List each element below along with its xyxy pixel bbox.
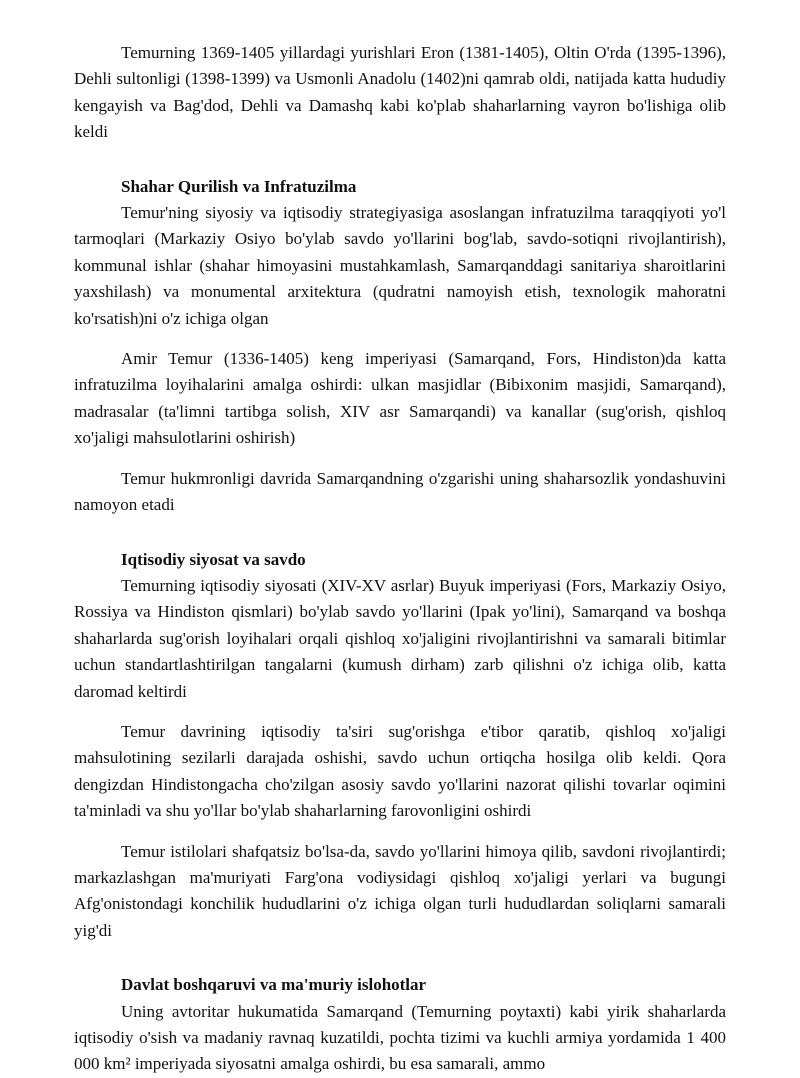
paragraph-campaigns: Temurning 1369-1405 yillardagi yurishlari Eron (1381-1405), Oltin O'rda (1395-1396), Dehli sultonligi (1398-1399) va Usmonli Anadolu (1402)ni qamrab oldi, natijada katta hududiy kengayish va Bag'dod, Dehli va Damashq kabi ko'plab shaharlarning vayron bo'lishiga olib keldi [74,43,726,142]
heading-economic-policy: Iqtisodiy siyosat va savdo [121,549,306,569]
paragraph-samarkand-transformation: Temur hukmronligi davrida Samarqandning o'zgarishi uning shaharsozlik yondashuvini namoyon etadi [74,468,726,515]
spacer [74,146,726,174]
paragraph-economic-impact: Temur davrining iqtisodiy ta'siri sug'orishga e'tibor qaratib, qishloq xo'jaligi mahsulotining sezilarli darajada oshishi, savdo uchun ortiqcha hosilga olib keldi. Qora dengizdan Hindistongacha cho'zilgan asosiy savdo yo'llarini nazorat qilishi tovarlar oqimini ta'minladi va shu yo'llar bo'ylab shaharlarning farovonligini oshirdi [74,721,726,821]
paragraph-trade-protection: Temur istilolari shafqatsiz bo'lsa-da, savdo yo'llarini himoya qilib, savdoni rivojlantirdi; markazlashgan ma'muriyati Farg'ona vodiysidagi qishloq xo'jaligi yerlari va bugungi Afg'onistondagi konchilik hududlarini o'z ichiga olgan turli hududlardan soliqlarni samarali yig'di [74,841,726,940]
paragraph-infrastructure-projects: Amir Temur (1336-1405) keng imperiyasi (Samarqand, Fors, Hindiston)da katta infratuzilma loyihalarini amalga oshirdi: ulkan masjidlar (Bibixonim masjidi, Samarqand), madrasalar (ta'limni tartibga solish, XIV asr Samarqandi) va kanallar (sug'orish, qishloq xo'jaligi mahsulotlarini oshirish) [74,349,726,448]
spacer [74,944,726,972]
paragraph-governance: Uning avtoritar hukumatida Samarqand (Temurning poytaxti) kabi yirik shaharlarda iqtisodiy o'sish va madaniy ravnaq kuzatildi, pochta tizimi va kuchli armiya yordamida 1 400 000 km² imperiyada siyosatni amalga oshirdi, bu esa samarali, ammo [74,1001,726,1074]
heading-governance: Davlat boshqaruvi va ma'muriy islohotlar [121,975,427,995]
spacer [74,705,726,719]
spacer [74,519,726,547]
spacer [74,452,726,466]
spacer [74,825,726,839]
document-page [74,40,726,1078]
paragraph-infrastructure-strategy: Temur'ning siyosiy va iqtisodiy strategiyasiga asoslangan infratuzilma taraqqiyoti yo'l tarmoqlari (Markaziy Osiyo bo'ylab savdo yo'llarini bog'lab, savdo-sotiqni rivojlantirish), kommunal ishlar (shahar himoyasini mustahkamlash, Samarqanddagi sanitariya sharoitlarini yaxshilash) va monumental arxitektura (qudratni namoyish etish, texnologik mahoratni ko'rsatish)ni o'z ichiga olgan [74,203,726,328]
paragraph-economic-policy: Temurning iqtisodiy siyosati (XIV-XV asrlar) Buyuk imperiyasi (Fors, Markaziy Osiyo, Rossiya va Hindiston qismlari) bo'ylab savdo yo'llarini (Ipak yo'lini), Samarqand va boshqa shaharlarda sug'orish loyihalari orqali qishloq xo'jaligini rivojlantirishni va samarali bitimlar uchun standartlashtirilgan tangalarni (kumush dirham) zarb qilishni o'z ichiga olib, katta daromad keltirdi [74,575,726,701]
spacer [74,332,726,346]
heading-urban-infrastructure: Shahar Qurilish va Infratuzilma [121,176,357,196]
